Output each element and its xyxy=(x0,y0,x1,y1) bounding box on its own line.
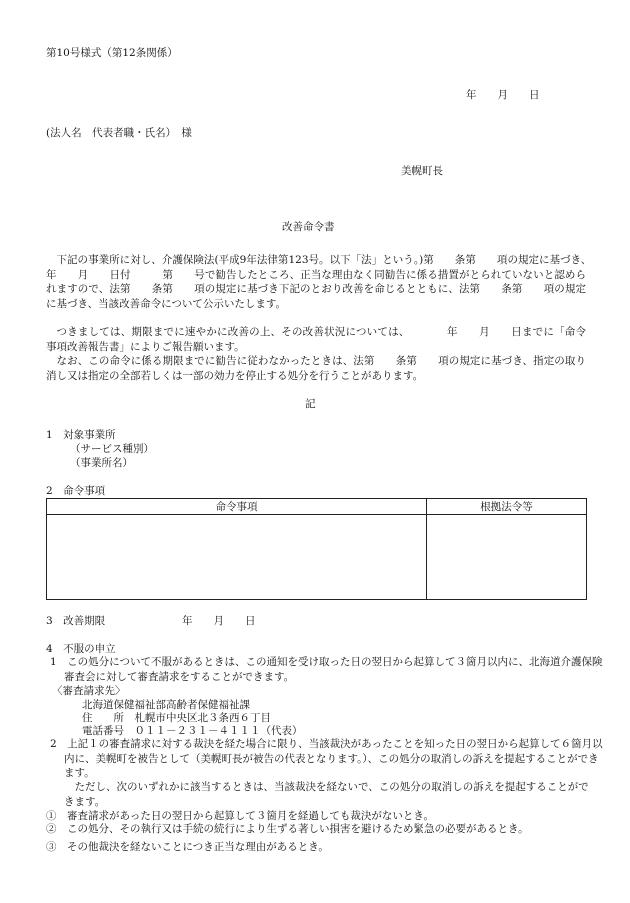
improvement-deadline-date: 年 月 日 xyxy=(182,615,256,627)
destination-name: 北海道保健福祉部高齢者保健福祉課 xyxy=(82,699,250,711)
body-paragraph-1: 下記の事業所に対し、介護保険法(平成9年法律第123号。以下「法」という。)第 条第 項の規定に基づき、 年 月 日付 第 号で勧告したところ、正当な理由なく同勧告に係る措置がとられていないと認められますので、法第 条第 項の規定に基づき下記のとおり改善を命じるとともに、法第 条第 項の規定に基づき、当該改善命令について公示いたします。 xyxy=(46,254,618,310)
legal-basis-cell xyxy=(427,515,587,600)
office-name-label: （事業所名） xyxy=(70,457,133,469)
order-table xyxy=(46,498,587,600)
section4-heading: 4 不服の申立 xyxy=(46,643,116,655)
destination-phone: 電話番号 ０１１－２３１－４１１１（代表） xyxy=(82,725,303,737)
document-title: 改善命令書 xyxy=(282,221,335,233)
legal-basis-header: 根拠法令等 xyxy=(427,499,587,515)
condition-2: ② この処分、その執行又は手続の続行により生ずる著しい損害を避けるため緊急の必要があるとき。 xyxy=(46,823,529,835)
service-type-label: （サービス種別） xyxy=(70,443,154,455)
body-paragraph-2: つきましては、期限までに速やかに改善の上、その改善状況については、 年 月 日までに「命令事項改善報告書」によりご報告願います。 xyxy=(46,326,586,353)
destination-address: 住 所 札幌市中央区北３条西６丁目 xyxy=(82,712,271,724)
condition-1: ① 審査請求があった日の翌日から起算して３箇月を経過しても裁決がないとき。 xyxy=(46,810,434,822)
addressee: (法人名 代表者職・氏名） 様 xyxy=(46,127,192,139)
ki-heading: 記 xyxy=(305,398,316,410)
issuer: 美幌町長 xyxy=(401,165,443,177)
section1-heading: 1 対象事業所 xyxy=(46,429,116,441)
note-text: ただし、次のいずれかに該当するときは、当該裁決を経ないで、この処分の取消しの訴えを提起することができます。 xyxy=(64,781,589,808)
date-line: 年 月 日 xyxy=(466,89,540,101)
objection-item-1: 1 この処分について不服があるときは、この通知を受け取った日の翌日から起算して３箇月以内に、北海道介護保険審査会に対して審査請求をすることができます。 xyxy=(50,656,603,683)
order-items-cell xyxy=(47,515,427,600)
form-number: 第10号様式（第12条関係） xyxy=(46,47,178,59)
body-paragraph-3: なお、この命令に係る期限までに勧告に従わなかったときは、法第 条第 項の規定に基づき、指定の取り消し又は指定の全部若しくは一部の効力を停止する処分を行うことがあります。 xyxy=(46,355,586,382)
condition-3: ③ その他裁決を経ないことにつき正当な理由があるとき。 xyxy=(46,841,329,853)
objection-item-2-note xyxy=(64,780,595,809)
request-destination-label: 〈審査請求先〉 xyxy=(52,685,126,697)
section2-heading: 2 命令事項 xyxy=(46,485,106,497)
objection-item-2: 2 上記１の審査請求に対する裁決を経た場合に限り、当該裁決があったことを知った日の翌日から起算して６箇月以内に、美幌町を被告として（美幌町長が被告の代表となります。）、この処分の取消しの訴えを提起することができます。 xyxy=(50,738,603,779)
section3-heading: 3 改善期限 xyxy=(46,615,106,627)
order-items-header: 命令事項 xyxy=(47,499,427,515)
